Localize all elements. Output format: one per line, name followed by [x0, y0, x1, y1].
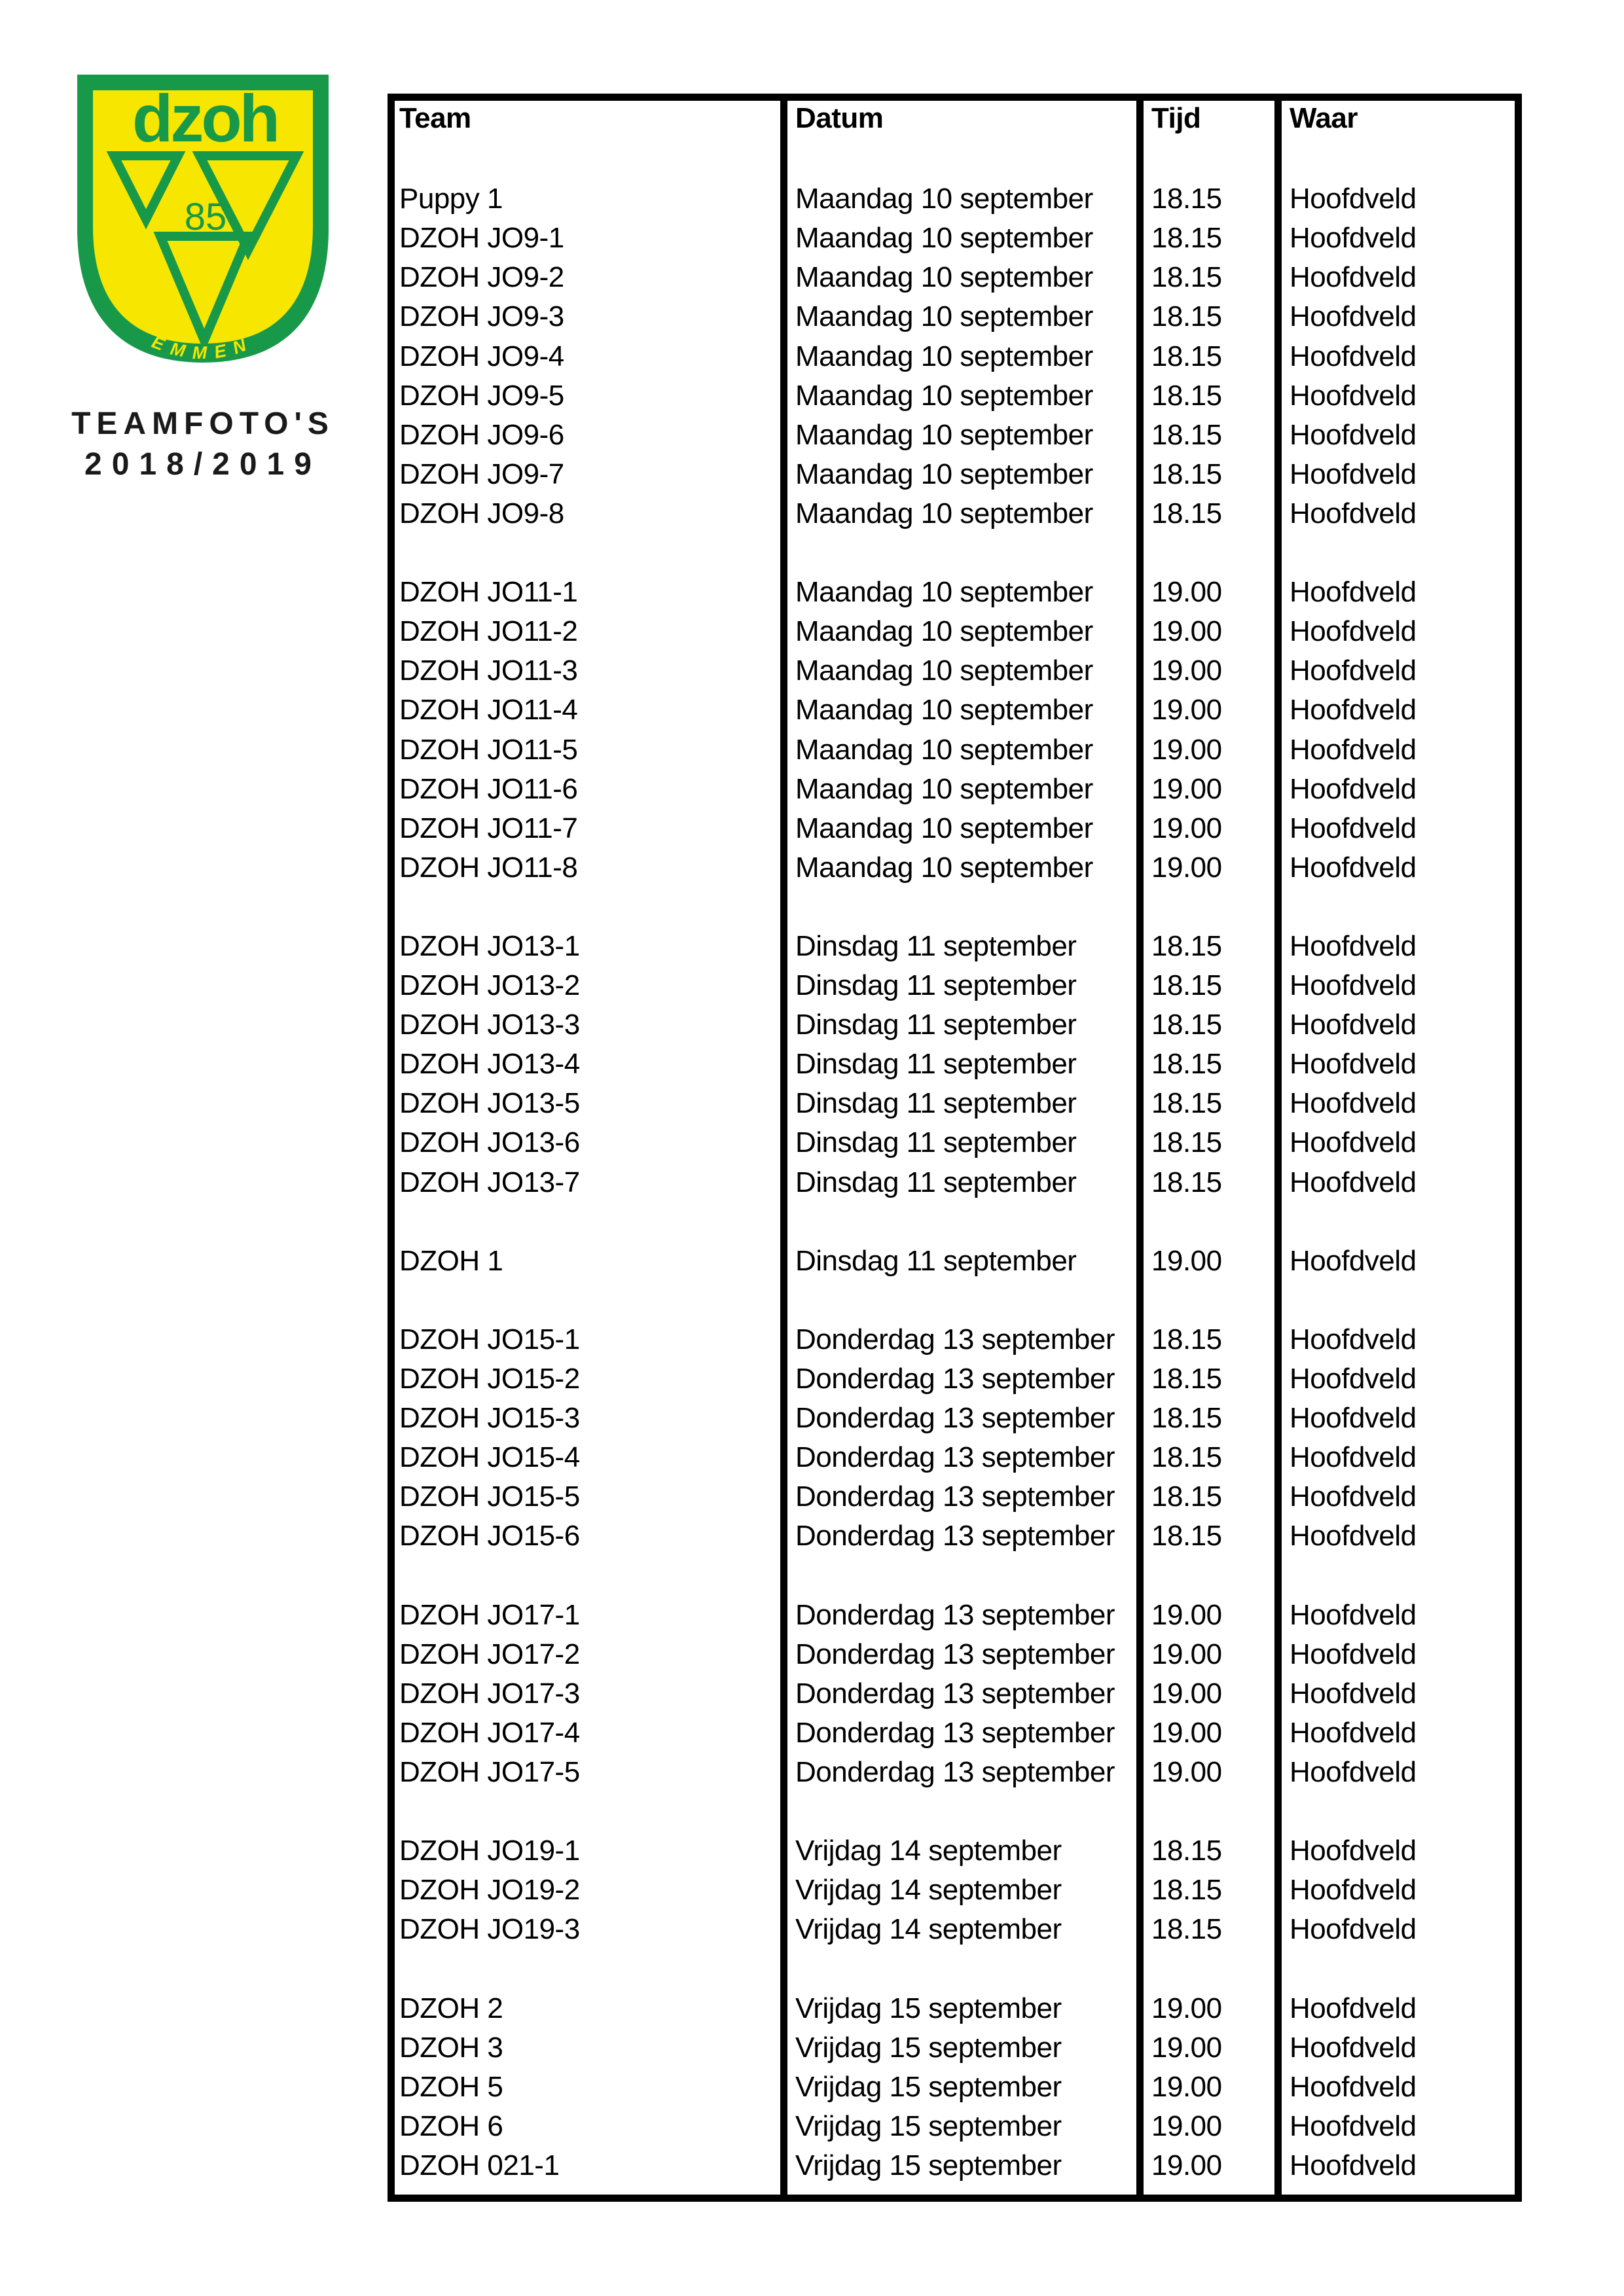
- club-logo: [73, 71, 333, 367]
- cell-team: DZOH JO9-3: [399, 300, 564, 333]
- cell-team: DZOH JO15-1: [399, 1323, 580, 1355]
- cell-waar: Hoofdveld: [1290, 300, 1416, 333]
- cell-waar: Hoofdveld: [1290, 1441, 1416, 1474]
- spacer-cell: [1282, 888, 1515, 927]
- cell-waar: Hoofdveld: [1290, 655, 1416, 687]
- cell-datum: Dinsdag 11 september: [795, 1048, 1077, 1081]
- spacer-cell: [1282, 1556, 1515, 1595]
- cell-waar: Hoofdveld: [1290, 379, 1416, 412]
- cell-team: DZOH JO15-4: [399, 1441, 580, 1474]
- cell-datum: Maandag 10 september: [795, 694, 1093, 726]
- spacer-cell: [395, 140, 787, 179]
- cell-datum: Donderdag 13 september: [795, 1755, 1115, 1788]
- cell-tijd: 19.00: [1151, 694, 1222, 726]
- cell-team: DZOH 3: [399, 2031, 503, 2064]
- cell-team: DZOH 6: [399, 2109, 503, 2142]
- spacer-cell: [395, 1792, 787, 1831]
- cell-waar: Hoofdveld: [1290, 2031, 1416, 2064]
- cell-waar: Hoofdveld: [1290, 2109, 1416, 2142]
- cell-team: DZOH JO11-7: [399, 812, 578, 844]
- cell-datum: Vrijdag 15 september: [795, 2031, 1062, 2064]
- cell-datum: Dinsdag 11 september: [795, 1166, 1077, 1198]
- spacer-cell: [787, 1281, 1144, 1320]
- cell-datum: Dinsdag 11 september: [795, 1009, 1077, 1041]
- cell-datum: Donderdag 13 september: [795, 1363, 1115, 1395]
- cell-waar: Hoofdveld: [1290, 2149, 1416, 2181]
- logo-city: EMMEN: [149, 332, 257, 363]
- cell-waar: Hoofdveld: [1290, 576, 1416, 609]
- cell-tijd: 19.00: [1151, 2149, 1222, 2181]
- cell-tijd: 18.15: [1151, 183, 1222, 215]
- cell-tijd: 19.00: [1151, 1992, 1222, 2024]
- spacer-cell: [1282, 140, 1515, 179]
- cell-team: DZOH JO11-4: [399, 694, 578, 726]
- cell-team: DZOH JO19-1: [399, 1835, 580, 1867]
- cell-datum: Donderdag 13 september: [795, 1520, 1115, 1552]
- cell-datum: Dinsdag 11 september: [795, 969, 1077, 1002]
- cell-team: DZOH JO13-7: [399, 1166, 580, 1198]
- header-waar: Waar: [1290, 102, 1358, 134]
- cell-team: DZOH JO15-6: [399, 1520, 580, 1552]
- cell-waar: Hoofdveld: [1290, 1480, 1416, 1513]
- cell-datum: Donderdag 13 september: [795, 1716, 1115, 1749]
- cell-tijd: 19.00: [1151, 1755, 1222, 1788]
- cell-tijd: 18.15: [1151, 969, 1222, 1002]
- cell-team: DZOH JO17-1: [399, 1598, 580, 1631]
- cell-waar: Hoofdveld: [1290, 340, 1416, 372]
- cell-tijd: 18.15: [1151, 1323, 1222, 1355]
- cell-tijd: 18.15: [1151, 1126, 1222, 1159]
- cell-tijd: 18.15: [1151, 1166, 1222, 1198]
- cell-tijd: 18.15: [1151, 1402, 1222, 1435]
- cell-tijd: 19.00: [1151, 1716, 1222, 1749]
- cell-tijd: 18.15: [1151, 1520, 1222, 1552]
- logo-wordmark: dzoh: [132, 81, 278, 156]
- cell-datum: Maandag 10 september: [795, 812, 1093, 844]
- cell-team: DZOH JO9-7: [399, 457, 564, 490]
- cell-tijd: 19.00: [1151, 2070, 1222, 2103]
- cell-team: DZOH JO9-1: [399, 222, 564, 255]
- cell-datum: Donderdag 13 september: [795, 1598, 1115, 1631]
- cell-tijd: 18.15: [1151, 300, 1222, 333]
- cell-tijd: 18.15: [1151, 457, 1222, 490]
- cell-datum: Donderdag 13 september: [795, 1323, 1115, 1355]
- cell-team: Puppy 1: [399, 183, 503, 215]
- cell-tijd: 19.00: [1151, 2109, 1222, 2142]
- cell-team: DZOH JO9-8: [399, 497, 564, 529]
- cell-waar: Hoofdveld: [1290, 1048, 1416, 1081]
- cell-team: DZOH 2: [399, 1992, 503, 2024]
- cell-datum: Dinsdag 11 september: [795, 1244, 1077, 1277]
- cell-datum: Vrijdag 15 september: [795, 1992, 1062, 2024]
- cell-team: DZOH JO11-1: [399, 576, 578, 609]
- cell-tijd: 19.00: [1151, 2031, 1222, 2064]
- cell-team: DZOH JO13-6: [399, 1126, 580, 1159]
- cell-datum: Vrijdag 14 september: [795, 1913, 1062, 1946]
- cell-tijd: 19.00: [1151, 1598, 1222, 1631]
- cell-waar: Hoofdveld: [1290, 733, 1416, 766]
- cell-team: DZOH JO11-8: [399, 851, 578, 884]
- cell-team: DZOH JO11-3: [399, 655, 578, 687]
- spacer-cell: [395, 888, 787, 927]
- cell-tijd: 19.00: [1151, 812, 1222, 844]
- cell-team: DZOH JO13-5: [399, 1087, 580, 1120]
- cell-team: DZOH 021-1: [399, 2149, 560, 2181]
- spacer-cell: [395, 1281, 787, 1320]
- spacer-cell: [787, 140, 1144, 179]
- cell-team: DZOH JO9-2: [399, 261, 564, 294]
- cell-team: DZOH JO13-4: [399, 1048, 580, 1081]
- cell-tijd: 19.00: [1151, 576, 1222, 609]
- cell-datum: Vrijdag 15 september: [795, 2109, 1062, 2142]
- header-team: Team: [399, 102, 471, 134]
- cell-waar: Hoofdveld: [1290, 1244, 1416, 1277]
- cell-waar: Hoofdveld: [1290, 812, 1416, 844]
- cell-team: DZOH JO9-5: [399, 379, 564, 412]
- spacer-cell: [395, 1202, 787, 1242]
- cell-team: DZOH JO17-3: [399, 1677, 580, 1710]
- column-divider-datum-tijd: [1136, 101, 1144, 2195]
- cell-team: DZOH JO11-5: [399, 733, 578, 766]
- cell-tijd: 19.00: [1151, 733, 1222, 766]
- cell-waar: Hoofdveld: [1290, 1598, 1416, 1631]
- cell-datum: Vrijdag 15 september: [795, 2070, 1062, 2103]
- cell-datum: Maandag 10 september: [795, 340, 1093, 372]
- cell-tijd: 18.15: [1151, 497, 1222, 529]
- spacer-cell: [1144, 140, 1282, 179]
- spacer-cell: [1144, 1556, 1282, 1595]
- cell-tijd: 19.00: [1151, 851, 1222, 884]
- cell-datum: Maandag 10 september: [795, 457, 1093, 490]
- cell-tijd: 18.15: [1151, 340, 1222, 372]
- cell-tijd: 18.15: [1151, 222, 1222, 255]
- spacer-cell: [1282, 1281, 1515, 1320]
- cell-tijd: 18.15: [1151, 1363, 1222, 1395]
- cell-waar: Hoofdveld: [1290, 1677, 1416, 1710]
- cell-datum: Dinsdag 11 september: [795, 929, 1077, 962]
- cell-team: DZOH JO17-2: [399, 1638, 580, 1670]
- cell-tijd: 18.15: [1151, 1913, 1222, 1946]
- cell-waar: Hoofdveld: [1290, 497, 1416, 529]
- spacer-cell: [1144, 1792, 1282, 1831]
- cell-datum: Vrijdag 14 september: [795, 1835, 1062, 1867]
- logo-year: 85: [184, 196, 227, 238]
- cell-datum: Dinsdag 11 september: [795, 1087, 1077, 1120]
- cell-team: DZOH 1: [399, 1244, 503, 1277]
- club-logo-shield: [73, 71, 333, 367]
- cell-datum: Donderdag 13 september: [795, 1638, 1115, 1670]
- header-tijd: Tijd: [1151, 102, 1201, 134]
- spacer-cell: [1282, 533, 1515, 573]
- spacer-cell: [787, 888, 1144, 927]
- spacer-cell: [1144, 888, 1282, 927]
- cell-team: DZOH JO9-4: [399, 340, 564, 372]
- cell-waar: Hoofdveld: [1290, 457, 1416, 490]
- cell-tijd: 18.15: [1151, 261, 1222, 294]
- cell-team: DZOH JO11-2: [399, 615, 578, 648]
- cell-datum: Donderdag 13 september: [795, 1441, 1115, 1474]
- cell-tijd: 18.15: [1151, 929, 1222, 962]
- cell-waar: Hoofdveld: [1290, 1009, 1416, 1041]
- cell-team: DZOH JO11-6: [399, 772, 578, 805]
- cell-datum: Maandag 10 september: [795, 497, 1093, 529]
- cell-waar: Hoofdveld: [1290, 615, 1416, 648]
- cell-tijd: 18.15: [1151, 1874, 1222, 1907]
- cell-waar: Hoofdveld: [1290, 1755, 1416, 1788]
- cell-team: DZOH JO17-5: [399, 1755, 580, 1788]
- spacer-cell: [1144, 1202, 1282, 1242]
- cell-tijd: 19.00: [1151, 1677, 1222, 1710]
- cell-tijd: 19.00: [1151, 1638, 1222, 1670]
- cell-datum: Maandag 10 september: [795, 772, 1093, 805]
- cell-datum: Maandag 10 september: [795, 418, 1093, 451]
- cell-tijd: 18.15: [1151, 1441, 1222, 1474]
- spacer-cell: [395, 533, 787, 573]
- column-divider-tijd-waar: [1274, 101, 1282, 2195]
- cell-waar: Hoofdveld: [1290, 851, 1416, 884]
- cell-team: DZOH JO19-2: [399, 1874, 580, 1907]
- cell-waar: Hoofdveld: [1290, 1166, 1416, 1198]
- cell-team: DZOH JO17-4: [399, 1716, 580, 1749]
- cell-waar: Hoofdveld: [1290, 1835, 1416, 1867]
- cell-datum: Maandag 10 september: [795, 222, 1093, 255]
- cell-team: DZOH JO13-2: [399, 969, 580, 1002]
- cell-team: DZOH JO15-3: [399, 1402, 580, 1435]
- cell-waar: Hoofdveld: [1290, 1402, 1416, 1435]
- cell-waar: Hoofdveld: [1290, 222, 1416, 255]
- column-divider-team-datum: [780, 101, 787, 2195]
- cell-team: DZOH JO15-5: [399, 1480, 580, 1513]
- cell-datum: Maandag 10 september: [795, 183, 1093, 215]
- cell-team: DZOH JO9-6: [399, 418, 564, 451]
- header-datum: Datum: [795, 102, 884, 134]
- cell-tijd: 18.15: [1151, 1835, 1222, 1867]
- cell-datum: Maandag 10 september: [795, 576, 1093, 609]
- cell-datum: Dinsdag 11 september: [795, 1126, 1077, 1159]
- cell-team: DZOH JO13-3: [399, 1009, 580, 1041]
- page-title: TEAMFOTO'S: [71, 406, 334, 441]
- cell-waar: Hoofdveld: [1290, 772, 1416, 805]
- cell-waar: Hoofdveld: [1290, 1913, 1416, 1946]
- cell-waar: Hoofdveld: [1290, 1520, 1416, 1552]
- cell-tijd: 18.15: [1151, 379, 1222, 412]
- spacer-cell: [1282, 1202, 1515, 1242]
- cell-datum: Donderdag 13 september: [795, 1677, 1115, 1710]
- cell-waar: Hoofdveld: [1290, 1638, 1416, 1670]
- spacer-cell: [787, 1949, 1144, 1988]
- cell-waar: Hoofdveld: [1290, 969, 1416, 1002]
- cell-team: DZOH JO19-3: [399, 1913, 580, 1946]
- cell-datum: Maandag 10 september: [795, 615, 1093, 648]
- spacer-cell: [1282, 1792, 1515, 1831]
- cell-datum: Maandag 10 september: [795, 300, 1093, 333]
- cell-team: DZOH JO13-1: [399, 929, 580, 962]
- cell-datum: Donderdag 13 september: [795, 1480, 1115, 1513]
- cell-tijd: 18.15: [1151, 1009, 1222, 1041]
- cell-tijd: 19.00: [1151, 1244, 1222, 1277]
- cell-tijd: 18.15: [1151, 1087, 1222, 1120]
- cell-waar: Hoofdveld: [1290, 1323, 1416, 1355]
- cell-datum: Vrijdag 14 september: [795, 1874, 1062, 1907]
- spacer-cell: [395, 1556, 787, 1595]
- cell-waar: Hoofdveld: [1290, 1992, 1416, 2024]
- spacer-cell: [1144, 1281, 1282, 1320]
- cell-waar: Hoofdveld: [1290, 1874, 1416, 1907]
- cell-datum: Vrijdag 15 september: [795, 2149, 1062, 2181]
- spacer-cell: [395, 1949, 787, 1988]
- spacer-cell: [787, 1556, 1144, 1595]
- cell-waar: Hoofdveld: [1290, 1716, 1416, 1749]
- cell-waar: Hoofdveld: [1290, 929, 1416, 962]
- cell-waar: Hoofdveld: [1290, 1126, 1416, 1159]
- cell-datum: Donderdag 13 september: [795, 1402, 1115, 1435]
- cell-datum: Maandag 10 september: [795, 379, 1093, 412]
- cell-waar: Hoofdveld: [1290, 2070, 1416, 2103]
- cell-tijd: 19.00: [1151, 615, 1222, 648]
- cell-waar: Hoofdveld: [1290, 261, 1416, 294]
- cell-tijd: 19.00: [1151, 655, 1222, 687]
- page-subtitle: 2018/2019: [84, 447, 321, 482]
- cell-tijd: 18.15: [1151, 418, 1222, 451]
- spacer-cell: [1144, 1949, 1282, 1988]
- spacer-cell: [787, 1202, 1144, 1242]
- spacer-cell: [787, 1792, 1144, 1831]
- cell-team: DZOH JO15-2: [399, 1363, 580, 1395]
- cell-tijd: 18.15: [1151, 1048, 1222, 1081]
- spacer-cell: [1282, 1949, 1515, 1988]
- cell-tijd: 18.15: [1151, 1480, 1222, 1513]
- cell-waar: Hoofdveld: [1290, 694, 1416, 726]
- cell-datum: Maandag 10 september: [795, 261, 1093, 294]
- cell-waar: Hoofdveld: [1290, 183, 1416, 215]
- spacer-cell: [1144, 533, 1282, 573]
- cell-datum: Maandag 10 september: [795, 733, 1093, 766]
- cell-waar: Hoofdveld: [1290, 1363, 1416, 1395]
- cell-datum: Maandag 10 september: [795, 851, 1093, 884]
- cell-waar: Hoofdveld: [1290, 1087, 1416, 1120]
- spacer-cell: [787, 533, 1144, 573]
- cell-tijd: 19.00: [1151, 772, 1222, 805]
- cell-team: DZOH 5: [399, 2070, 503, 2103]
- cell-waar: Hoofdveld: [1290, 418, 1416, 451]
- schedule-table: [388, 94, 1522, 2202]
- cell-datum: Maandag 10 september: [795, 655, 1093, 687]
